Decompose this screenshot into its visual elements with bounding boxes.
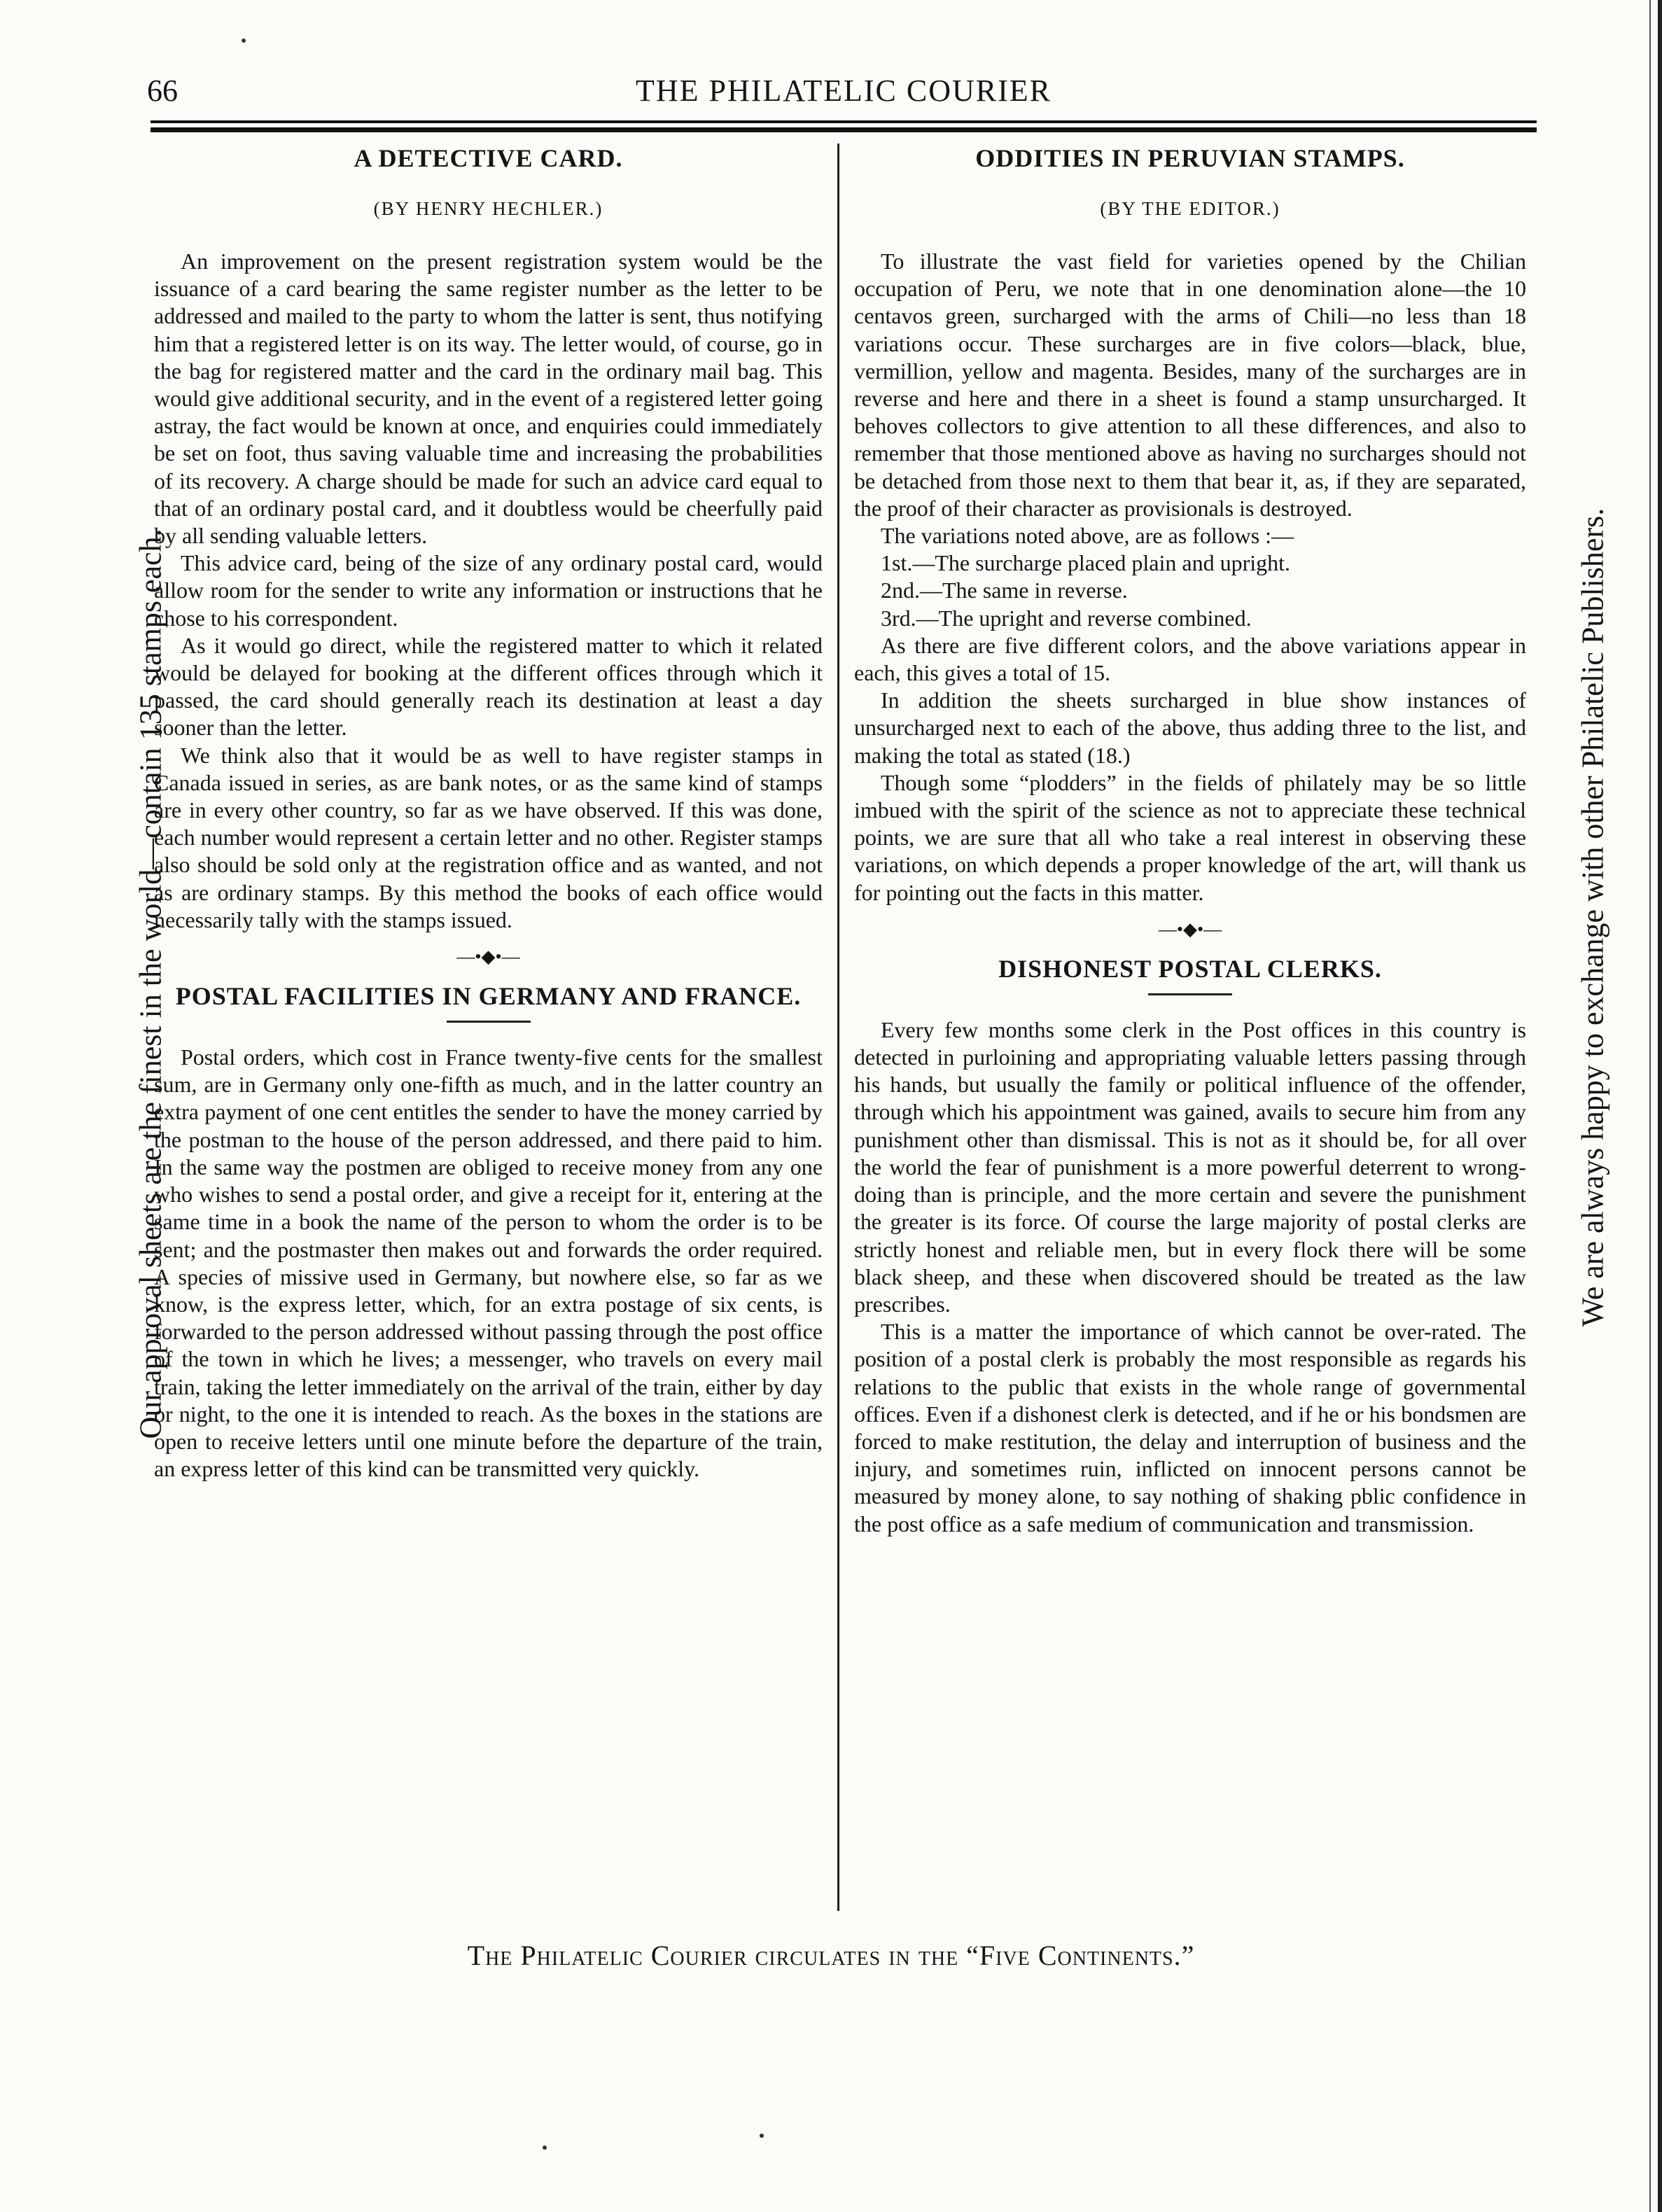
- paragraph: In addition the sheets surcharged in blue show instances of unsurcharged next to each of the above, thus adding three to the list, and making the total as stated (18.): [854, 687, 1526, 768]
- list-item: 2nd.—The same in reverse.: [881, 578, 1128, 603]
- column-divider: [837, 144, 839, 1911]
- title-rule: [447, 1021, 531, 1023]
- paragraph: To illustrate the vast field for varieties opened by the Chilian occupation of Peru, we note that in one denomination alone—the 10 centavos green, surcharged with the arms of Chili—no less than 18 variations occur. These surcharges are in five colors—black, blue, vermillion, yellow and magenta. Besides, many of the surcharges are in reverse and here and there in a sheet is found a stamp unsurcharged. It behoves collectors to give attention to all these differences, and also to remember that those mentioned above as having no surcharges should not be detached from those next to them that bear it, as, if they are separated, the proof of their character as provisionals is destroyed.: [854, 248, 1526, 521]
- article-title-dishonest-clerks: DISHONEST POSTAL CLERKS.: [998, 954, 1382, 983]
- list-intro: The variations noted above, are as follows :—: [881, 523, 1294, 549]
- right-column: [854, 144, 1526, 1538]
- print-speck: [760, 2134, 764, 2138]
- paragraph: We think also that it would be as well to have register stamps in Canada issued in series, as are bank notes, or as the same kind of stamps are in every other country, so far as we have observed. If this was done, each number would represent a certain letter and no other. Register stamps also should be sold only at the registration office and as wanted, and not as are ordinary stamps. By this method the books of each office would necessarily tally with the stamps issued.: [154, 742, 823, 932]
- paragraph: Every few months some clerk in the Post offices in this country is detected in purloining and appropriating valuable letters passing through his hands, but usually the family or political influence of the offender, through which his appointment was gained, avails to secure him from any punishment other than dismissal. This is not as it should be, for all over the world the fear of punishment is a more powerful deterrent to wrong-doing than is principle, and the more certain and severe the punishment the greater is its force. Of course the large majority of postal clerks are strictly honest and reliable men, but in every flock there will be some black sheep, and these when discovered should be treated as the law prescribes.: [854, 1016, 1526, 1317]
- footer-tagline: The Philatelic Courier circulates in the “Five Continents.”: [467, 1940, 1195, 1971]
- print-speck: [242, 38, 246, 43]
- list-item: 3rd.—The upright and reverse combined.: [881, 605, 1252, 631]
- paragraph: This is a matter the importance of which cannot be over-rated. The position of a postal clerk is probably the most responsible as regards his relations to the public that exists in the whole range of governmental offices. Even if a dishonest clerk is detected, and if he or his bondsmen are forced to make restitution, the delay and interruption of business and the injury, and sometimes ruin, inflicted on innocent persons cannot be measured by money alone, to say nothing of shaking pblic confidence in the post office as a safe medium of communication and transmission.: [854, 1319, 1526, 1536]
- list-item: 1st.—The surcharge placed plain and upright.: [881, 550, 1291, 576]
- header-double-rule: [151, 127, 1537, 132]
- right-margin-advert: We are always happy to exchange with other Philatelic Publishers.: [1575, 507, 1610, 1327]
- title-rule: [1148, 993, 1232, 995]
- article-title-detective-card: A DETECTIVE CARD.: [354, 144, 623, 172]
- paragraph: An improvement on the present registration system would be the issuance of a card bearing the same register number as the letter to be addressed and mailed to the party to whom the latter is sent, thus notifying him that a registered letter is on its way. The letter would, of course, go in the bag for registered matter and the card in the ordinary mail bag. This would give additional security, and in the event of a registered letter going astray, the fact would be known at once, and enquiries could immediately be set on foot, thus saving valuable time and increasing the probabilities of its recovery. A charge should be made for such an advice card equal to that of an ordinary postal card, and it doubtless would be cheerfully paid by all sending valuable letters.: [154, 248, 823, 549]
- paragraph: Though some “plodders” in the fields of philately may be so little imbued with the spirit of the science as not to appreciate these technical points, we are sure that all who take a real interest in observing these variations, on which depends a proper knowledge of the art, will thank us for pointing out the facts in this matter.: [854, 769, 1526, 905]
- print-speck: [543, 2146, 547, 2150]
- page-number: 66: [147, 74, 178, 108]
- paragraph: This advice card, being of the size of any ordinary postal card, would allow room for the sender to write any information or instructions that he chose to his correspondent.: [154, 550, 823, 631]
- page-edge-shadow: [1658, 0, 1662, 2212]
- article-byline: (BY HENRY HECHLER.): [373, 198, 603, 219]
- page-header: [147, 73, 1540, 115]
- section-ornament: —•◆•—: [1158, 918, 1222, 939]
- paragraph: Postal orders, which cost in France twenty-five cents for the smallest sum, are in Germany only one-fifth as much, and in the latter country an extra payment of one cent entitles the sender to have the money carried by the postman to the house of the person addressed, and there paid to him. In the same way the postmen are obliged to receive money from any one who wishes to send a postal order, and give a receipt for it, entering at the same time in a book the name of the person to whom the order is to be sent; and the postmaster then makes out and forwards the order required. A species of missive used in Germany, but nowhere else, so far as we know, is the express letter, which, for an extra postage of six cents, is forwarded to the person addressed without passing through the post office of the town in which he lives; a messenger, who travels on every mail train, taking the letter immediately on the arrival of the train, either by day or night, to the one it is intended to reach. As the boxes in the stations are open to receive letters until one minute before the departure of the train, an express letter of this kind can be transmitted very quickly.: [154, 1044, 823, 1482]
- running-title: THE PHILATELIC COURIER: [636, 74, 1052, 108]
- article-title-peruvian-stamps: ODDITIES IN PERUVIAN STAMPS.: [975, 144, 1405, 172]
- article-byline: (BY THE EDITOR.): [1100, 198, 1280, 219]
- page-edge-line: [1649, 0, 1651, 2212]
- section-ornament: —•◆•—: [456, 946, 520, 967]
- paragraph: As it would go direct, while the registered matter to which it related would be delayed for booking at the different offices through which it passed, the card should generally reach its destination at least a day sooner than the letter.: [154, 632, 823, 741]
- left-column: [154, 144, 823, 1483]
- paragraph: As there are five different colors, and the above variations appear in each, this gives a total of 15.: [854, 632, 1526, 686]
- article-title-postal-facilities: POSTAL FACILITIES IN GERMANY AND FRANCE.: [175, 982, 802, 1011]
- left-margin-advert: Our approval sheets are the finest in the world—contain 135 stamps each.: [133, 528, 168, 1439]
- header-rule: [151, 120, 1537, 123]
